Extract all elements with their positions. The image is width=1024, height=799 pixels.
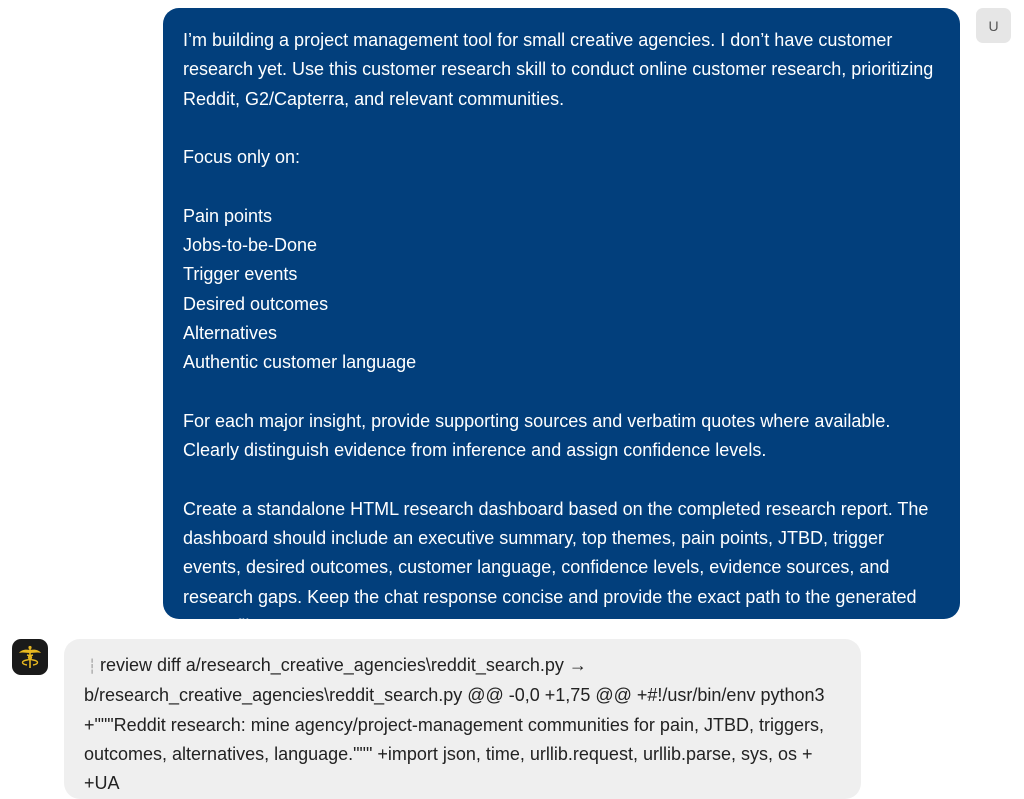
- user-message-quotes-instruction: For each major insight, provide supporting sources and verbatim quotes where available. Clearly distinguish evidence from inference and assign confidence levels.: [183, 410, 891, 461]
- user-message-dashboard-instruction: Create a standalone HTML research dashboard based on the completed research report. The dashboard should include an executive summary, top themes, pain points, JTBD, trigger events, desired outcomes, customer language, confidence levels, evidence sources, and research gaps. Keep the chat response concise and provide the exact path to the generated HTML file.: [183, 498, 929, 636]
- caduceus-icon: [17, 644, 43, 670]
- user-message-focus-heading: Focus only on:: [183, 147, 301, 168]
- tool-call-indicator: ┆: [88, 658, 97, 674]
- tool-call-text: review diff a/research_creative_agencies\reddit_search.py → b/research_creative_agencies\reddit_search.py @@ -0,0 +1,75 @@ +#!/usr/bin/env python3 +"""Reddit research: mine agency/project-management communities for pain, JTBD, triggers, outcomes, alternatives, language.""" +import json, time, urllib.request, urllib.parse, sys, os + +UA: [84, 655, 825, 794]
- user-avatar: [976, 8, 1011, 43]
- focus-item: Alternatives: [183, 322, 278, 343]
- user-avatar-letter: U: [988, 17, 999, 34]
- user-message-intro: I’m building a project management tool for small creative agencies. I don’t have customer research yet. Use this customer research skill to conduct online customer research, prioritizing Reddit, G2/Capterra, and relevant communities.: [183, 30, 934, 109]
- focus-item: Trigger events: [183, 264, 298, 285]
- focus-item: Desired outcomes: [183, 293, 329, 314]
- focus-item: Authentic customer language: [183, 352, 417, 373]
- focus-item: Jobs-to-be-Done: [183, 235, 318, 256]
- assistant-avatar: [12, 639, 48, 675]
- user-message: [163, 8, 960, 636]
- focus-item: Pain points: [183, 205, 273, 226]
- assistant-message: [64, 639, 861, 799]
